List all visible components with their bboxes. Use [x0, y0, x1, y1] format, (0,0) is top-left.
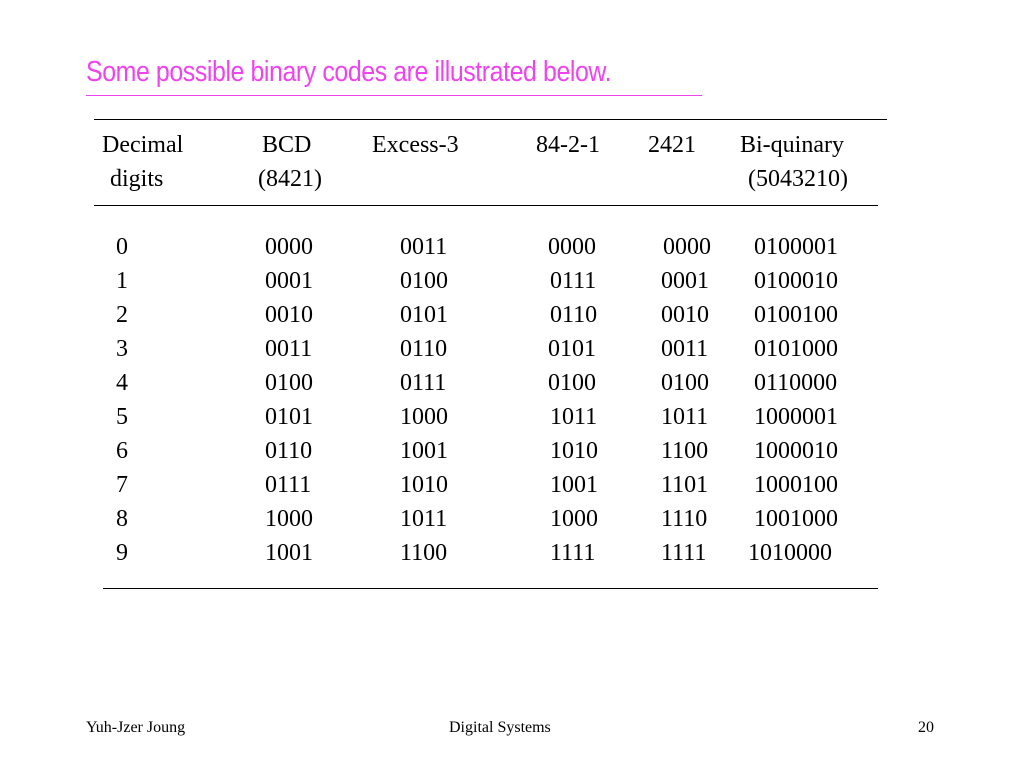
cell-2421: 0100: [661, 370, 709, 396]
cell-excess3: 1100: [400, 540, 448, 566]
cell-84-2-1: 0100: [548, 370, 596, 396]
header-2421: 2421: [648, 132, 696, 158]
cell-excess3: 0110: [400, 336, 448, 362]
cell-84-2-1: 1000: [550, 506, 598, 532]
header-bcd: BCD: [262, 132, 312, 158]
cell-84-2-1: 0110: [550, 302, 598, 328]
table-bottom-rule: [103, 588, 878, 589]
cell-84-2-1: 0111: [550, 268, 597, 294]
cell-2421: 1110: [661, 506, 708, 532]
cell-excess3: 1000: [400, 404, 448, 430]
cell-excess3: 1011: [400, 506, 448, 532]
cell-decimal: 9: [116, 540, 128, 566]
cell-bi-quinary: 0101000: [754, 336, 838, 362]
cell-excess3: 0111: [400, 370, 447, 396]
slide-title: Some possible binary codes are illustrated below.: [86, 56, 612, 88]
cell-bi-quinary: 1010000: [748, 540, 832, 566]
cell-2421: 0000: [663, 234, 711, 260]
cell-84-2-1: 1111: [550, 540, 596, 566]
header-decimal: Decimal: [102, 132, 184, 158]
cell-2421: 0010: [661, 302, 709, 328]
header-bi-quinary-sub: (5043210): [748, 166, 848, 192]
header-decimal-sub: digits: [110, 166, 164, 192]
footer-page-number: 20: [918, 719, 934, 736]
cell-decimal: 5: [116, 404, 128, 430]
cell-bcd: 1001: [265, 540, 313, 566]
cell-bcd: 1000: [265, 506, 313, 532]
footer-author: Yuh-Jzer Joung: [86, 719, 186, 736]
title-underline: [86, 95, 702, 96]
cell-excess3: 1010: [400, 472, 448, 498]
cell-bi-quinary: 1000001: [754, 404, 838, 430]
cell-bcd: 0001: [265, 268, 313, 294]
cell-excess3: 0100: [400, 268, 448, 294]
cell-decimal: 2: [116, 302, 128, 328]
cell-decimal: 6: [116, 438, 128, 464]
cell-excess3: 1001: [400, 438, 448, 464]
header-bcd-sub: (8421): [258, 166, 322, 192]
cell-decimal: 3: [116, 336, 128, 362]
cell-84-2-1: 1011: [550, 404, 598, 430]
cell-bi-quinary: 0110000: [754, 370, 838, 396]
cell-bi-quinary: 1000100: [754, 472, 838, 498]
cell-84-2-1: 1001: [550, 472, 598, 498]
cell-bcd: 0011: [265, 336, 313, 362]
cell-2421: 0011: [661, 336, 709, 362]
cell-decimal: 0: [116, 234, 128, 260]
header-84-2-1: 84-2-1: [536, 132, 600, 158]
cell-bcd: 0010: [265, 302, 313, 328]
cell-bcd: 0110: [265, 438, 313, 464]
cell-bi-quinary: 0100001: [754, 234, 838, 260]
cell-84-2-1: 0000: [548, 234, 596, 260]
cell-bi-quinary: 0100100: [754, 302, 838, 328]
cell-decimal: 4: [116, 370, 128, 396]
cell-2421: 1100: [661, 438, 709, 464]
table-top-rule: [94, 119, 887, 120]
cell-decimal: 8: [116, 506, 128, 532]
cell-bcd: 0101: [265, 404, 313, 430]
cell-84-2-1: 1010: [550, 438, 598, 464]
cell-bcd: 0000: [265, 234, 313, 260]
cell-2421: 0001: [661, 268, 709, 294]
cell-bi-quinary: 1001000: [754, 506, 838, 532]
cell-2421: 1101: [661, 472, 709, 498]
cell-decimal: 1: [116, 268, 128, 294]
cell-bcd: 0111: [265, 472, 312, 498]
cell-excess3: 0011: [400, 234, 448, 260]
cell-excess3: 0101: [400, 302, 448, 328]
table-header-rule: [94, 205, 878, 206]
cell-84-2-1: 0101: [548, 336, 596, 362]
cell-bi-quinary: 1000010: [754, 438, 838, 464]
header-excess3: Excess-3: [372, 132, 459, 158]
cell-2421: 1011: [661, 404, 709, 430]
cell-2421: 1111: [661, 540, 707, 566]
cell-bi-quinary: 0100010: [754, 268, 838, 294]
cell-decimal: 7: [116, 472, 128, 498]
footer-course: Digital Systems: [449, 719, 551, 736]
header-bi-quinary: Bi-quinary: [740, 132, 844, 158]
cell-bcd: 0100: [265, 370, 313, 396]
